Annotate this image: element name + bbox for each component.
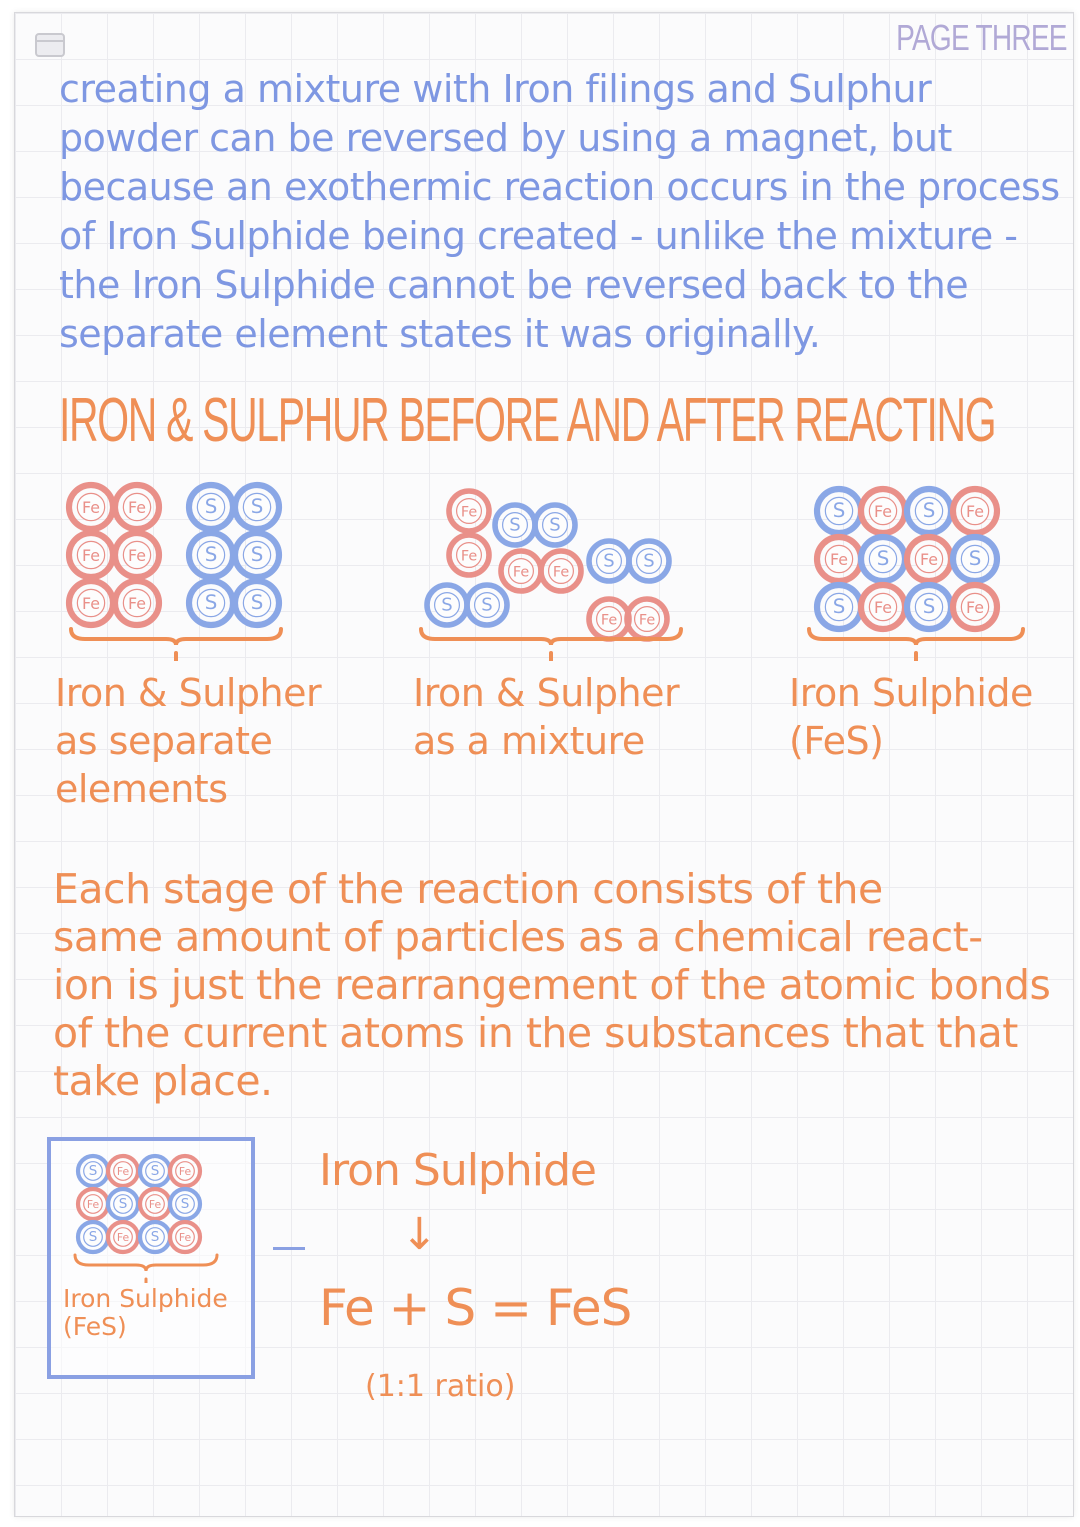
caption-line: Iron Sulphide (63, 1284, 228, 1313)
caption-line: (FeS) (789, 719, 884, 763)
intro-paragraph (59, 65, 1059, 359)
summary-box-caption (63, 1285, 228, 1341)
mixture-diagram (391, 471, 691, 661)
atom-label: Fe (552, 564, 570, 581)
separate-elements-diagram (51, 471, 291, 661)
intro-line: the Iron Sulphide cannot be reversed back to the (59, 263, 969, 307)
notebook-page (14, 12, 1074, 1517)
sulphur-atom (861, 537, 905, 581)
grouping-brace (71, 629, 281, 645)
iron-atom (501, 551, 541, 591)
atom-label: S (150, 1229, 160, 1246)
atom-label: S (832, 595, 846, 619)
sulphur-atom (189, 581, 233, 625)
page-number: PAGE THREE (896, 17, 1067, 58)
sulphur-atom (907, 489, 951, 533)
atom-label: Fe (178, 1165, 192, 1179)
iron-atom (861, 585, 905, 629)
sulphur-atom (78, 1156, 108, 1186)
grouping-brace (75, 1255, 217, 1271)
intro-line: powder can be reversed by using a magnet, but (59, 116, 952, 160)
atom-label: S (250, 543, 264, 567)
atom-label: Fe (82, 546, 100, 566)
iron-sulphide-caption (789, 669, 1033, 765)
atom-label: Fe (966, 502, 984, 522)
atom-label: Fe (128, 546, 146, 566)
iron-atom (69, 533, 113, 577)
explanation-paragraph (53, 865, 1063, 1105)
iron-atom (69, 485, 113, 529)
sulphur-atom (907, 585, 951, 629)
caption-line: as separate (55, 719, 273, 763)
atom-label: Fe (148, 1198, 162, 1212)
caption-line: Iron & Sulpher (413, 671, 680, 715)
atom-label: S (876, 547, 890, 571)
connector-dash (273, 1247, 305, 1250)
atom-label: Fe (830, 550, 848, 570)
atom-label: S (832, 499, 846, 523)
atom-label: S (204, 543, 218, 567)
atom-label: S (643, 550, 655, 572)
caption-line: Iron & Sulpher (55, 671, 322, 715)
sulphur-atom (235, 581, 279, 625)
atom-label: S (204, 591, 218, 615)
iron-sulphide-diagram (789, 471, 1029, 661)
iron-atom (449, 491, 489, 531)
atom-label: Fe (460, 504, 478, 521)
sulphur-atom (235, 485, 279, 529)
summary-box (47, 1137, 255, 1379)
iron-atom (907, 537, 951, 581)
down-arrow-icon: ↓ (401, 1209, 438, 1260)
iron-atom (170, 1156, 200, 1186)
explanation-line: same amount of particles as a chemical react- (53, 913, 983, 961)
sulphur-atom (427, 585, 467, 625)
atom-label: Fe (966, 598, 984, 618)
separate-elements-caption (55, 669, 321, 813)
atom-label: S (150, 1163, 160, 1180)
atom-label: Fe (178, 1231, 192, 1245)
sulphur-atom (189, 533, 233, 577)
chemical-equation: Fe + S = FeS (319, 1279, 632, 1337)
sulphur-atom (170, 1189, 200, 1219)
explanation-line: of the current atoms in the substances that that (53, 1009, 1018, 1057)
equation-title: Iron Sulphide (319, 1145, 596, 1196)
atom-label: S (88, 1229, 98, 1246)
atom-label: Fe (82, 498, 100, 518)
caption-line: elements (55, 767, 228, 811)
atom-label: S (204, 495, 218, 519)
intro-line: of Iron Sulphide being created - unlike the mixture - (59, 214, 1018, 258)
atom-label: S (549, 514, 561, 536)
atom-label: S (968, 547, 982, 571)
atom-label: S (88, 1163, 98, 1180)
caption-line: (FeS) (63, 1312, 127, 1341)
iron-atom (449, 535, 489, 575)
atom-label: Fe (874, 598, 892, 618)
sulphur-atom (953, 537, 997, 581)
ratio-note: (1:1 ratio) (365, 1369, 516, 1404)
atom-label: Fe (128, 594, 146, 614)
summary-box-diagram (67, 1151, 237, 1283)
sulphur-atom (495, 505, 535, 545)
explanation-line: take place. (53, 1057, 273, 1105)
atom-label: S (603, 550, 615, 572)
sulphur-atom (140, 1222, 170, 1252)
iron-atom (108, 1156, 138, 1186)
sulphur-atom (535, 505, 575, 545)
atom-label: Fe (512, 564, 530, 581)
atom-label: S (250, 591, 264, 615)
iron-atom (541, 551, 581, 591)
sulphur-atom (78, 1222, 108, 1252)
iron-atom (953, 489, 997, 533)
atom-label: Fe (460, 548, 478, 565)
section-title: IRON & SULPHUR BEFORE AND AFTER REACTING (59, 386, 996, 455)
iron-atom (953, 585, 997, 629)
atom-label: Fe (116, 1165, 130, 1179)
mixture-caption (413, 669, 679, 765)
sulphur-atom (589, 541, 629, 581)
iron-atom (627, 599, 667, 639)
grouping-brace (421, 629, 681, 645)
iron-atom (78, 1189, 108, 1219)
sulphur-atom (467, 585, 507, 625)
atom-label: Fe (874, 502, 892, 522)
iron-atom (861, 489, 905, 533)
explanation-line: Each stage of the reaction consists of the (53, 865, 883, 913)
iron-atom (817, 537, 861, 581)
atom-label: Fe (82, 594, 100, 614)
atom-label: S (180, 1196, 190, 1213)
iron-atom (115, 485, 159, 529)
page-corner-icon (35, 33, 65, 57)
atom-label: S (481, 594, 493, 616)
iron-atom (589, 599, 629, 639)
caption-line: as a mixture (413, 719, 645, 763)
sulphur-atom (235, 533, 279, 577)
atom-label: S (509, 514, 521, 536)
sulphur-atom (189, 485, 233, 529)
atom-label: S (118, 1196, 128, 1213)
iron-atom (115, 533, 159, 577)
atom-label: Fe (128, 498, 146, 518)
atom-label: Fe (86, 1198, 100, 1212)
atom-label: Fe (920, 550, 938, 570)
iron-atom (115, 581, 159, 625)
intro-line: creating a mixture with Iron filings and Sulphur (59, 67, 932, 111)
iron-atom (108, 1222, 138, 1252)
sulphur-atom (108, 1189, 138, 1219)
sulphur-atom (140, 1156, 170, 1186)
atom-label: Fe (600, 612, 618, 629)
sulphur-atom (817, 489, 861, 533)
iron-atom (140, 1189, 170, 1219)
atom-label: S (922, 499, 936, 523)
atom-label: S (250, 495, 264, 519)
explanation-line: ion is just the rearrangement of the atomic bonds (53, 961, 1051, 1009)
atom-label: S (441, 594, 453, 616)
atom-label: Fe (116, 1231, 130, 1245)
atom-label: S (922, 595, 936, 619)
atom-label: Fe (638, 612, 656, 629)
caption-line: Iron Sulphide (789, 671, 1033, 715)
intro-line: because an exothermic reaction occurs in the process (59, 165, 1060, 209)
intro-line: separate element states it was originally. (59, 312, 821, 356)
sulphur-atom (629, 541, 669, 581)
sulphur-atom (817, 585, 861, 629)
iron-atom (69, 581, 113, 625)
iron-atom (170, 1222, 200, 1252)
